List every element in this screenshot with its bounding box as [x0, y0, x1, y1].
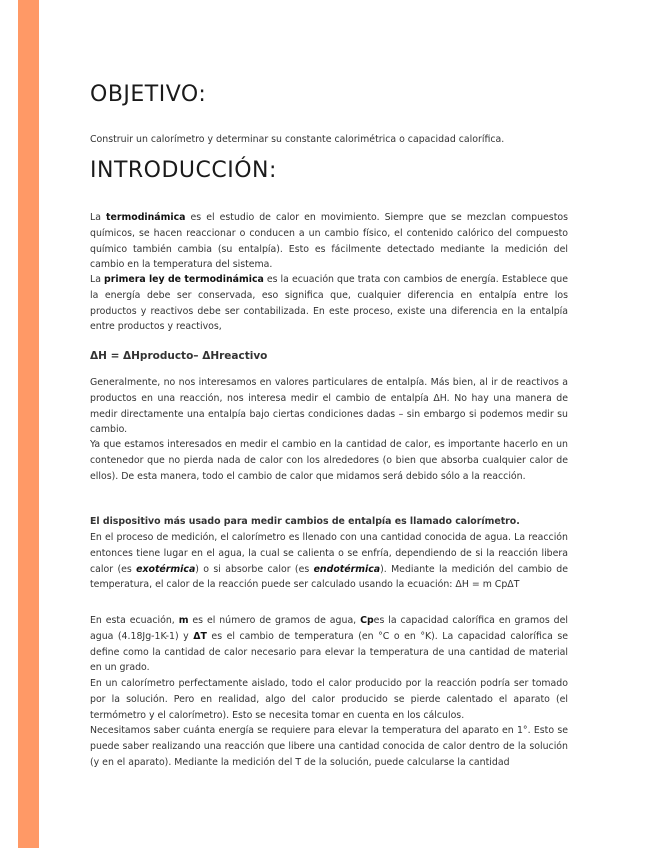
dispositivo-statement: El dispositivo más usado para medir cambios de entalpía es llamado calorímetro.	[90, 516, 520, 527]
intro-paragraph-6	[90, 613, 568, 676]
text-span: La	[90, 274, 105, 285]
term-exotermica: exotérmica	[136, 563, 196, 575]
intro-paragraph-1	[90, 210, 568, 273]
intro-paragraph-5	[90, 530, 568, 593]
objetivo-text: Construir un calorímetro y determinar su constante calorimétrica o capacidad calorífica.	[90, 134, 505, 145]
symbol-delta-t: ΔT	[193, 630, 207, 642]
text-span: ) o si absorbe calor (es	[195, 563, 314, 575]
term-termodinamica: termodinámica	[106, 212, 186, 223]
heading-objetivo: OBJETIVO:	[90, 82, 207, 107]
intro-paragraph-7: En un calorímetro perfectamente aislado, todo el calor producido por la reacción podría ser tomado por la solución. Pero en realidad, algo del calor producido se pierde calentado el aparato (el termómetro y el calorímetro). Esto se necesita tomar en cuenta en los cálculos.	[90, 678, 568, 721]
intro-paragraph-2	[90, 272, 568, 335]
text-span: es el cambio de temperatura (en °C o en °K). La capacidad calorífica se define como la cantidad de calor necesario para elevar la temperatura de una cantidad de material en un grado.	[90, 630, 568, 674]
text-span: En esta ecuación,	[90, 615, 179, 626]
text-span: es el número de gramos de agua,	[188, 615, 361, 626]
intro-paragraph-8: Necesitamos saber cuánta energía se requiere para elevar la temperatura del aparato en 1°. Esto se puede saber realizando una reacción que libere una cantidad conocida de calor dentro de la solución (y en el aparato). Mediante la medición del T de la solución, puede calcularse la cantidad	[90, 725, 568, 768]
intro-paragraph-4: Ya que estamos interesados en medir el cambio en la cantidad de calor, es importante hacerlo en un contenedor que no pierda nada de calor con los alrededores (o bien que absorba cualquier calor de ellos). De esta manera, todo el cambio de calor que midamos será debido sólo a la reacción.	[90, 439, 568, 482]
intro-paragraph-3: Generalmente, no nos interesamos en valores particulares de entalpía. Más bien, al ir de reactivos a productos en una reacción, nos interesa medir el cambio de entalpía ΔH. No hay una manera de medir directamente una entalpía bajo ciertas condiciones dadas – sin embargo si podemos medir su cambio.	[90, 377, 568, 436]
text-span: es la ecuación que trata con cambios de energía. Establece que la energía debe ser conservada, eso significa que, cualquier diferencia en entalpía entre los productos y reactivos debe ser contabilizada. En este proceso, existe una diferencia en la entalpía entre productos y reactivos,	[90, 274, 568, 333]
text-span: es la capacidad calorífica en gramos del agua (4.18Jg-1K-1) y	[90, 615, 568, 642]
text-span: es el estudio de calor en movimiento. Siempre que se mezclan compuestos químicos, se hacen reaccionar o conducen a un cambio físico, el contenido calórico del compuesto químico también cambia (su entalpía). Esto es fácilmente detectado mediante la medición del cambio en la temperatura del sistema.	[90, 212, 568, 271]
symbol-cp: Cp	[360, 615, 374, 626]
text-span: La	[90, 212, 107, 223]
heading-introduccion: INTRODUCCIÓN:	[90, 158, 277, 183]
term-endotermica: endotérmica	[313, 563, 381, 575]
term-primera-ley: primera ley de termodinámica	[104, 274, 264, 285]
text-span: ). Mediante la medición del cambio de temperatura, el calor de la reacción puede ser calculado usando la ecuación: ΔH = m CpΔT	[90, 563, 568, 591]
accent-bar	[18, 0, 39, 848]
text-span: En el proceso de medición, el calorímetro es llenado con una cantidad conocida de agua. La reacción entonces tiene lugar en el agua, la cual se calienta o se enfría, dependiendo de si la reacción libera calor (es	[90, 532, 568, 575]
enthalpy-formula: ΔH = ΔHproducto– ΔHreactivo	[90, 350, 268, 362]
symbol-m: m	[178, 615, 189, 626]
